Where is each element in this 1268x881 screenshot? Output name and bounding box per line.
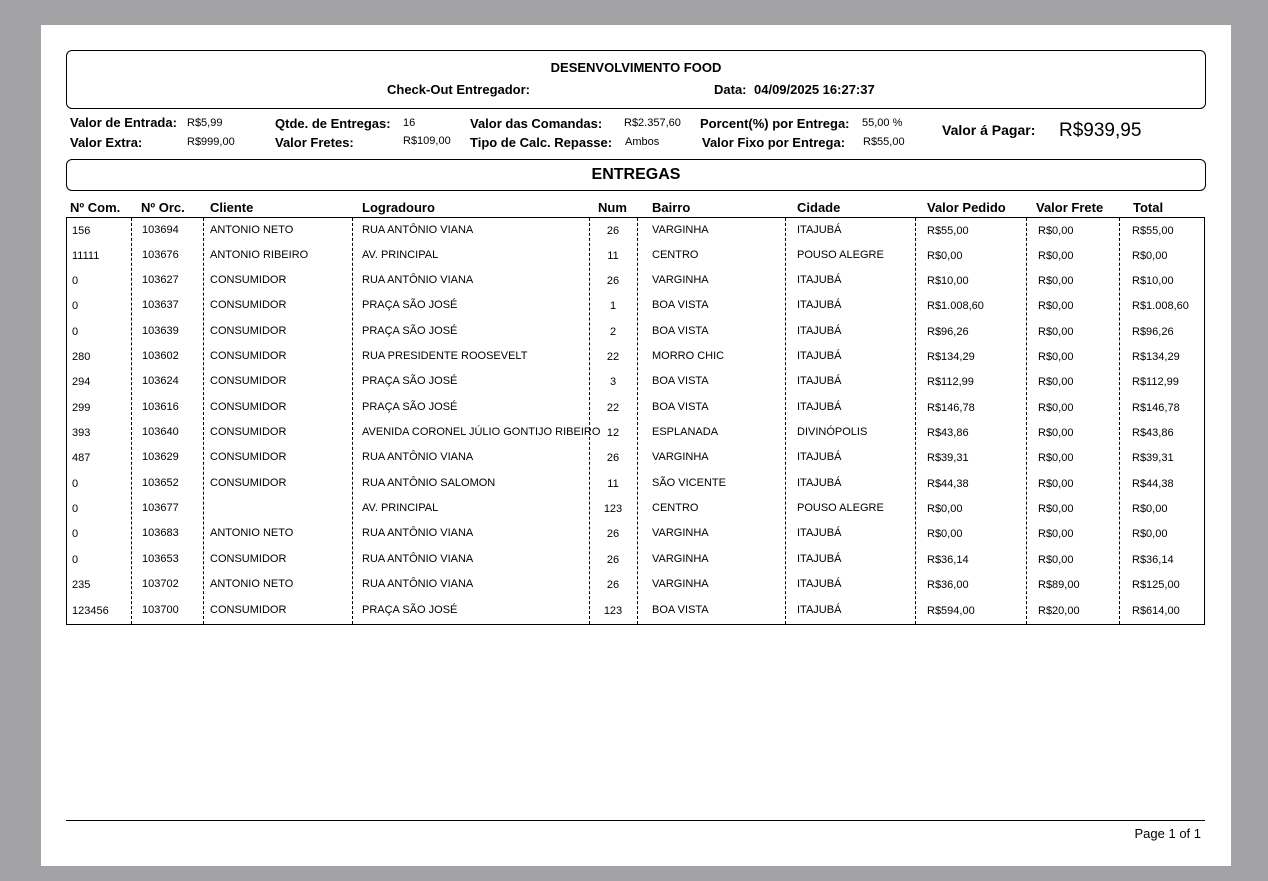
cell-cidade: ITAJUBÁ xyxy=(797,451,842,463)
cell-num-orc: 103694 xyxy=(142,224,179,236)
table-row xyxy=(67,420,1204,445)
cell-num-orc: 103640 xyxy=(142,426,179,438)
cell-valor-pedido: R$0,00 xyxy=(927,503,963,515)
cell-num-com: 280 xyxy=(72,351,91,363)
cell-bairro: BOA VISTA xyxy=(652,375,709,387)
col-header-logradouro: Logradouro xyxy=(362,200,435,215)
cell-valor-pedido: R$10,00 xyxy=(927,275,969,287)
table-row xyxy=(67,471,1204,496)
cell-valor-frete: R$0,00 xyxy=(1038,275,1074,287)
cell-num-orc: 103683 xyxy=(142,527,179,539)
cell-logradouro: AVENIDA CORONEL JÚLIO GONTIJO RIBEIRO xyxy=(362,426,601,438)
cell-total: R$0,00 xyxy=(1132,528,1168,540)
valor-pagar-value: R$939,95 xyxy=(1059,120,1142,141)
cell-bairro: BOA VISTA xyxy=(652,401,709,413)
cell-cidade: POUSO ALEGRE xyxy=(797,249,884,261)
cell-valor-frete: R$0,00 xyxy=(1038,250,1074,262)
cell-cliente: CONSUMIDOR xyxy=(210,350,287,362)
cell-bairro: VARGINHA xyxy=(652,274,709,286)
cell-bairro: ESPLANADA xyxy=(652,426,719,438)
cell-valor-frete: R$0,00 xyxy=(1038,225,1074,237)
cell-logradouro: RUA ANTÔNIO VIANA xyxy=(362,527,474,539)
cell-num-orc: 103639 xyxy=(142,325,179,337)
report-page xyxy=(41,25,1231,866)
cell-valor-frete: R$0,00 xyxy=(1038,351,1074,363)
table-row xyxy=(67,293,1204,318)
cell-num: 123 xyxy=(603,503,623,515)
cell-cliente: CONSUMIDOR xyxy=(210,299,287,311)
cell-cliente: CONSUMIDOR xyxy=(210,401,287,413)
cell-valor-pedido: R$0,00 xyxy=(927,528,963,540)
table-row xyxy=(67,369,1204,394)
cell-valor-pedido: R$0,00 xyxy=(927,250,963,262)
cell-num: 22 xyxy=(606,402,620,414)
cell-logradouro: RUA ANTÔNIO VIANA xyxy=(362,224,474,236)
cell-num-orc: 103602 xyxy=(142,350,179,362)
cell-num-com: 0 xyxy=(72,554,79,566)
cell-logradouro: RUA ANTÔNIO VIANA xyxy=(362,578,474,590)
deliveries-table xyxy=(66,217,1205,625)
cell-bairro: VARGINHA xyxy=(652,578,709,590)
cell-logradouro: PRAÇA SÃO JOSÉ xyxy=(362,325,458,337)
cell-num-orc: 103652 xyxy=(142,477,179,489)
cell-num-com: 393 xyxy=(72,427,91,439)
cell-valor-frete: R$0,00 xyxy=(1038,326,1074,338)
cell-num: 26 xyxy=(606,579,620,591)
cell-num: 3 xyxy=(609,376,617,388)
cell-cidade: ITAJUBÁ xyxy=(797,274,842,286)
cell-num-com: 294 xyxy=(72,376,91,388)
cell-cidade: ITAJUBÁ xyxy=(797,604,842,616)
cell-cliente: CONSUMIDOR xyxy=(210,553,287,565)
cell-valor-frete: R$0,00 xyxy=(1038,452,1074,464)
cell-num-com: 0 xyxy=(72,300,79,312)
cell-num-orc: 103629 xyxy=(142,451,179,463)
cell-num-orc: 103616 xyxy=(142,401,179,413)
cell-logradouro: AV. PRINCIPAL xyxy=(362,249,439,261)
cell-cidade: POUSO ALEGRE xyxy=(797,502,884,514)
valor-extra-value: R$999,00 xyxy=(187,136,235,148)
cell-valor-frete: R$0,00 xyxy=(1038,554,1074,566)
cell-bairro: BOA VISTA xyxy=(652,299,709,311)
cell-valor-pedido: R$44,38 xyxy=(927,478,969,490)
cell-cidade: ITAJUBÁ xyxy=(797,299,842,311)
cell-cliente: CONSUMIDOR xyxy=(210,325,287,337)
cell-logradouro: RUA ANTÔNIO SALOMON xyxy=(362,477,496,489)
cell-num: 26 xyxy=(606,225,620,237)
cell-cidade: ITAJUBÁ xyxy=(797,527,842,539)
cell-num-com: 0 xyxy=(72,326,79,338)
cell-cliente: CONSUMIDOR xyxy=(210,426,287,438)
table-row xyxy=(67,395,1204,420)
valor-entrada-label: Valor de Entrada: xyxy=(70,115,177,130)
cell-bairro: BOA VISTA xyxy=(652,325,709,337)
cell-cidade: ITAJUBÁ xyxy=(797,578,842,590)
valor-extra-label: Valor Extra: xyxy=(70,135,143,150)
porcent-label: Porcent(%) por Entrega: xyxy=(700,116,850,131)
cell-total: R$44,38 xyxy=(1132,478,1174,490)
cell-logradouro: RUA ANTÔNIO VIANA xyxy=(362,451,474,463)
cell-valor-frete: R$89,00 xyxy=(1038,579,1080,591)
cell-cidade: ITAJUBÁ xyxy=(797,401,842,413)
col-header-cidade: Cidade xyxy=(797,200,841,215)
cell-cidade: ITAJUBÁ xyxy=(797,375,842,387)
cell-num-orc: 103677 xyxy=(142,502,179,514)
cell-logradouro: PRAÇA SÃO JOSÉ xyxy=(362,299,458,311)
cell-cliente: ANTONIO RIBEIRO xyxy=(210,249,309,261)
footer-divider xyxy=(66,820,1205,821)
tipo-calc-label: Tipo de Calc. Repasse: xyxy=(470,135,613,150)
valor-fixo-label: Valor Fixo por Entrega: xyxy=(702,135,846,150)
cell-logradouro: PRAÇA SÃO JOSÉ xyxy=(362,375,458,387)
valor-fretes-value: R$109,00 xyxy=(403,135,451,147)
col-header-valor-pedido: Valor Pedido xyxy=(927,200,1006,215)
cell-total: R$1.008,60 xyxy=(1132,300,1189,312)
cell-logradouro: PRAÇA SÃO JOSÉ xyxy=(362,401,458,413)
table-row xyxy=(67,218,1204,243)
cell-valor-frete: R$0,00 xyxy=(1038,478,1074,490)
section-title: ENTREGAS xyxy=(591,166,681,183)
cell-valor-pedido: R$1.008,60 xyxy=(927,300,984,312)
cell-total: R$146,78 xyxy=(1132,402,1180,414)
cell-total: R$614,00 xyxy=(1132,605,1180,617)
cell-bairro: VARGINHA xyxy=(652,553,709,565)
cell-num-com: 0 xyxy=(72,478,79,490)
valor-comandas-label: Valor das Comandas: xyxy=(470,116,603,131)
cell-cliente: CONSUMIDOR xyxy=(210,451,287,463)
col-header-num: Num xyxy=(598,200,627,215)
report-header xyxy=(66,50,1206,109)
cell-valor-frete: R$0,00 xyxy=(1038,528,1074,540)
cell-valor-pedido: R$112,99 xyxy=(927,376,974,388)
cell-valor-pedido: R$39,31 xyxy=(927,452,969,464)
col-header-valor-frete: Valor Frete xyxy=(1036,200,1104,215)
cell-valor-frete: R$0,00 xyxy=(1038,376,1074,388)
table-row xyxy=(67,319,1204,344)
cell-num: 123 xyxy=(603,605,623,617)
table-row xyxy=(67,243,1204,268)
cell-bairro: BOA VISTA xyxy=(652,604,709,616)
cell-valor-pedido: R$43,86 xyxy=(927,427,969,439)
cell-num-orc: 103624 xyxy=(142,375,179,387)
cell-num: 11 xyxy=(607,250,619,262)
cell-bairro: VARGINHA xyxy=(652,224,709,236)
cell-num-com: 299 xyxy=(72,402,91,414)
cell-num: 12 xyxy=(606,427,620,439)
cell-logradouro: RUA PRESIDENTE ROOSEVELT xyxy=(362,350,528,362)
valor-fretes-label: Valor Fretes: xyxy=(275,135,354,150)
cell-valor-frete: R$0,00 xyxy=(1038,427,1074,439)
cell-num-orc: 103637 xyxy=(142,299,179,311)
porcent-value: 55,00 % xyxy=(862,117,903,129)
cell-num: 1 xyxy=(609,300,617,312)
cell-num-com: 0 xyxy=(72,528,79,540)
cell-total: R$125,00 xyxy=(1132,579,1180,591)
cell-cidade: ITAJUBÁ xyxy=(797,224,842,236)
cell-cliente: ANTONIO NETO xyxy=(210,578,294,590)
table-row xyxy=(67,598,1204,623)
date-value: 04/09/2025 16:27:37 xyxy=(754,82,875,97)
checkout-label: Check-Out Entregador: xyxy=(387,82,531,97)
cell-bairro: MORRO CHIC xyxy=(652,350,725,362)
cell-valor-pedido: R$96,26 xyxy=(927,326,969,338)
cell-valor-frete: R$0,00 xyxy=(1038,300,1074,312)
cell-total: R$112,99 xyxy=(1132,376,1179,388)
cell-logradouro: RUA ANTÔNIO VIANA xyxy=(362,274,474,286)
cell-cliente: ANTONIO NETO xyxy=(210,224,294,236)
cell-total: R$10,00 xyxy=(1132,275,1174,287)
cell-cidade: ITAJUBÁ xyxy=(797,325,842,337)
col-header-cliente: Cliente xyxy=(210,200,254,215)
cell-cliente: CONSUMIDOR xyxy=(210,375,287,387)
cell-num-com: 487 xyxy=(72,452,91,464)
cell-total: R$0,00 xyxy=(1132,503,1168,515)
cell-bairro: CENTRO xyxy=(652,249,699,261)
col-header-bairro: Bairro xyxy=(652,200,691,215)
cell-cidade: ITAJUBÁ xyxy=(797,350,842,362)
cell-num-orc: 103702 xyxy=(142,578,179,590)
cell-cliente: CONSUMIDOR xyxy=(210,274,287,286)
cell-logradouro: PRAÇA SÃO JOSÉ xyxy=(362,604,458,616)
cell-cliente: CONSUMIDOR xyxy=(210,604,287,616)
cell-bairro: SÃO VICENTE xyxy=(652,477,726,489)
cell-cidade: ITAJUBÁ xyxy=(797,477,842,489)
cell-num: 11 xyxy=(607,478,619,490)
table-row xyxy=(67,521,1204,546)
cell-total: R$0,00 xyxy=(1132,250,1168,262)
col-header-total: Total xyxy=(1133,200,1164,215)
valor-comandas-value: R$2.357,60 xyxy=(624,117,681,129)
cell-logradouro: AV. PRINCIPAL xyxy=(362,502,439,514)
cell-valor-pedido: R$36,00 xyxy=(927,579,969,591)
cell-logradouro: RUA ANTÔNIO VIANA xyxy=(362,553,474,565)
cell-total: R$55,00 xyxy=(1132,225,1174,237)
cell-num-orc: 103627 xyxy=(142,274,179,286)
table-row xyxy=(67,496,1204,521)
qtde-entregas-label: Qtde. de Entregas: xyxy=(275,116,391,131)
cell-bairro: VARGINHA xyxy=(652,451,709,463)
cell-num-com: 156 xyxy=(72,225,91,237)
cell-num: 26 xyxy=(606,554,620,566)
valor-entrada-value: R$5,99 xyxy=(187,117,223,129)
valor-fixo-value: R$55,00 xyxy=(863,136,905,148)
cell-num-orc: 103700 xyxy=(142,604,179,616)
cell-valor-pedido: R$55,00 xyxy=(927,225,969,237)
page-number: Page 1 of 1 xyxy=(1134,826,1201,841)
valor-pagar-label: Valor á Pagar: xyxy=(942,122,1036,138)
tipo-calc-value: Ambos xyxy=(625,136,660,148)
company-name: DESENVOLVIMENTO FOOD xyxy=(550,60,722,75)
cell-bairro: VARGINHA xyxy=(652,527,709,539)
cell-valor-pedido: R$36,14 xyxy=(927,554,969,566)
cell-num-com: 11111 xyxy=(72,250,100,262)
cell-total: R$39,31 xyxy=(1132,452,1174,464)
cell-valor-frete: R$0,00 xyxy=(1038,503,1074,515)
col-header-num-com: Nº Com. xyxy=(70,200,121,215)
cell-total: R$96,26 xyxy=(1132,326,1174,338)
cell-num: 2 xyxy=(609,326,617,338)
cell-num-orc: 103676 xyxy=(142,249,179,261)
cell-num: 26 xyxy=(606,275,620,287)
table-row xyxy=(67,344,1204,369)
col-header-num-orc: Nº Orc. xyxy=(141,200,185,215)
table-row xyxy=(67,547,1204,572)
table-row xyxy=(67,572,1204,597)
cell-valor-frete: R$0,00 xyxy=(1038,402,1074,414)
entregas-section-header xyxy=(66,159,1206,191)
cell-total: R$43,86 xyxy=(1132,427,1174,439)
table-row xyxy=(67,445,1204,470)
cell-num-com: 123456 xyxy=(72,605,109,617)
qtde-entregas-value: 16 xyxy=(403,117,416,129)
cell-total: R$134,29 xyxy=(1132,351,1180,363)
cell-num: 26 xyxy=(606,452,620,464)
cell-valor-frete: R$20,00 xyxy=(1038,605,1080,617)
cell-num-orc: 103653 xyxy=(142,553,179,565)
table-row xyxy=(67,268,1204,293)
cell-num-com: 235 xyxy=(72,579,91,591)
cell-cliente: CONSUMIDOR xyxy=(210,477,287,489)
cell-valor-pedido: R$146,78 xyxy=(927,402,975,414)
cell-num-com: 0 xyxy=(72,275,79,287)
date-label: Data: xyxy=(714,82,747,97)
cell-valor-pedido: R$594,00 xyxy=(927,605,975,617)
cell-bairro: CENTRO xyxy=(652,502,699,514)
cell-total: R$36,14 xyxy=(1132,554,1174,566)
cell-cidade: ITAJUBÁ xyxy=(797,553,842,565)
cell-num-com: 0 xyxy=(72,503,79,515)
cell-num: 26 xyxy=(606,528,620,540)
cell-cliente: ANTONIO NETO xyxy=(210,527,294,539)
cell-num: 22 xyxy=(606,351,620,363)
cell-cidade: DIVINÓPOLIS xyxy=(797,426,868,438)
cell-valor-pedido: R$134,29 xyxy=(927,351,975,363)
